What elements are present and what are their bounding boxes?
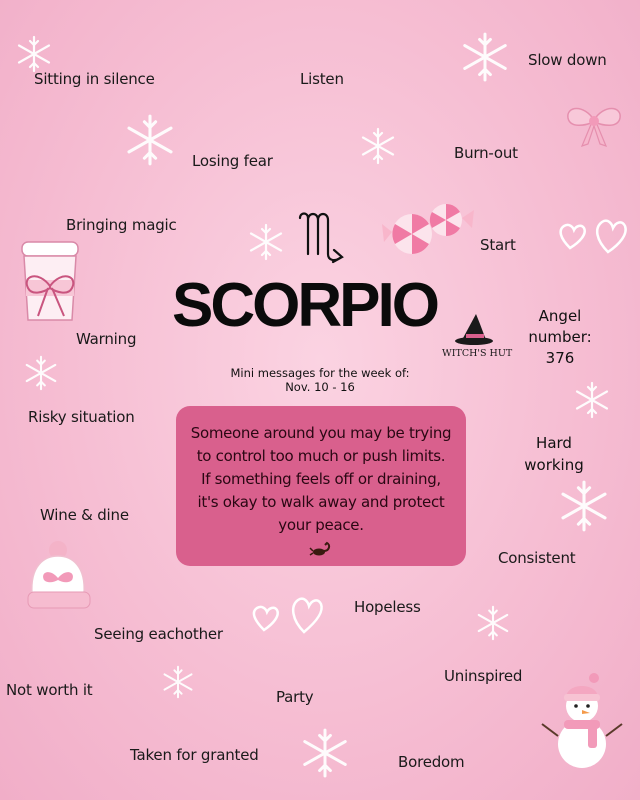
word-sitting-in-silence: Sitting in silence bbox=[34, 70, 155, 88]
word-seeing-eachother: Seeing eachother bbox=[94, 625, 223, 643]
word-party: Party bbox=[276, 688, 314, 706]
snowflake-icon bbox=[298, 726, 352, 780]
bow-icon bbox=[562, 100, 626, 150]
word-working: working bbox=[524, 456, 584, 474]
logo-text: WITCH'S HUT bbox=[442, 348, 513, 359]
snowflake-icon bbox=[358, 126, 398, 166]
scorpio-glyph-icon bbox=[296, 206, 352, 270]
word-taken-for-granted: Taken for granted bbox=[130, 746, 259, 764]
word-burn-out: Burn-out bbox=[454, 144, 518, 162]
message-card bbox=[176, 406, 466, 566]
word-consistent: Consistent bbox=[498, 549, 576, 567]
word-uninspired: Uninspired bbox=[444, 667, 523, 685]
word-losing-fear: Losing fear bbox=[192, 152, 273, 170]
word-boredom: Boredom bbox=[398, 753, 465, 771]
word-listen: Listen bbox=[300, 70, 344, 88]
page-title: SCORPIO bbox=[172, 271, 437, 340]
snowflake-icon bbox=[122, 112, 178, 168]
subtitle-line-2: Nov. 10 - 16 bbox=[285, 380, 355, 394]
angel-number-line-2: number: bbox=[528, 328, 592, 346]
witch-hat-icon bbox=[454, 310, 494, 348]
angel-number-line-1: Angel bbox=[538, 307, 582, 325]
week-subtitle bbox=[200, 366, 440, 394]
angel-number bbox=[520, 306, 600, 369]
angel-number-value: 376 bbox=[545, 349, 575, 367]
snowflake-icon bbox=[458, 30, 512, 84]
snowflake-icon bbox=[556, 478, 612, 534]
word-hard-working bbox=[514, 432, 594, 476]
coffee-cup-icon bbox=[14, 236, 86, 326]
heart-icon bbox=[248, 586, 328, 636]
snowman-icon bbox=[540, 664, 624, 772]
heart-icon bbox=[556, 208, 630, 256]
snowflake-icon bbox=[22, 354, 60, 392]
candy-icon bbox=[382, 196, 474, 262]
snowflake-icon bbox=[14, 34, 54, 74]
knit-hat-icon bbox=[24, 540, 94, 612]
subtitle-line-1: Mini messages for the week of: bbox=[230, 366, 410, 380]
word-slow-down: Slow down bbox=[528, 51, 607, 69]
scorpion-icon bbox=[309, 539, 333, 559]
snowflake-icon bbox=[572, 380, 612, 420]
word-bringing-magic: Bringing magic bbox=[66, 216, 177, 234]
weekly-message: Someone around you may be trying to control too much or push limits. If something feels off or draining, it's okay to walk away and protect your peace. bbox=[190, 424, 452, 534]
word-risky-situation: Risky situation bbox=[28, 408, 135, 426]
word-wine-and-dine: Wine & dine bbox=[40, 506, 129, 524]
word-hopeless: Hopeless bbox=[354, 598, 421, 616]
word-warning: Warning bbox=[76, 330, 137, 348]
word-not-worth-it: Not worth it bbox=[6, 681, 93, 699]
snowflake-icon bbox=[160, 664, 196, 700]
word-hard: Hard bbox=[536, 434, 572, 452]
snowflake-icon bbox=[474, 604, 512, 642]
word-start: Start bbox=[480, 236, 516, 254]
snowflake-icon bbox=[246, 222, 286, 262]
